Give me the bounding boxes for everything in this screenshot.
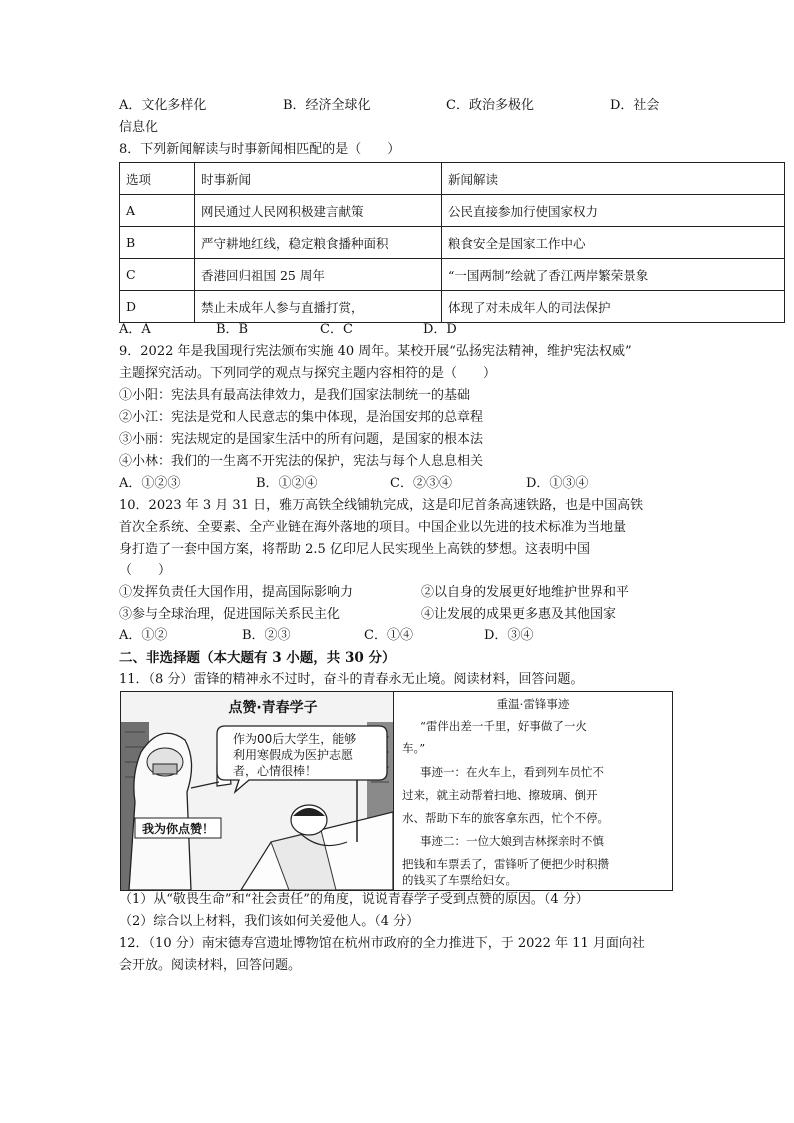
q9-option-a: A．①②③ bbox=[119, 476, 181, 491]
q11-sub2: （2）综合以上材料，我们该如何关爱他人。（4 分） bbox=[119, 914, 420, 929]
table-row bbox=[120, 259, 785, 291]
q12-stem-line1: 12．（10 分）南宋德寿宫遗址博物馆在杭州市政府的全力推进下，于 2022 年 11 月面向社 bbox=[119, 936, 645, 951]
story-line: 事迹二：一位大娘到吉林探亲时不慎 bbox=[420, 834, 604, 848]
story-line: “雷伴出差一千里，好事做了一火 bbox=[420, 719, 587, 733]
q11-stem: 11．（8 分）雷锋的精神永不过时，奋斗的青春永无止境。阅读材料，回答问题。 bbox=[119, 672, 584, 687]
table-row bbox=[120, 291, 785, 323]
table-row bbox=[120, 195, 785, 227]
q9-item-1: ①小阳：宪法具有最高法律效力，是我们国家法制统一的基础 bbox=[119, 388, 471, 403]
q9-stem-line2: 主题探究活动。下列同学的观点与探究主题内容相符的是（ ） bbox=[119, 366, 497, 381]
q8-stem: 8．下列新闻解读与时事新闻相匹配的是（ ） bbox=[119, 142, 401, 157]
q9-item-3: ③小丽：宪法规定的是国家生活中的所有问题，是国家的根本法 bbox=[119, 432, 484, 447]
q9-option-c: C．②③④ bbox=[390, 476, 452, 491]
cartoon-caption: 我为你点赞！ bbox=[141, 822, 215, 836]
cartoon-title: 点赞·青春学子 bbox=[228, 700, 318, 716]
q7-option-d-continued: 信息化 bbox=[119, 120, 159, 135]
q10-item-2: ②以自身的发展更好地维护世界和平 bbox=[421, 585, 630, 600]
table-cell: B bbox=[120, 227, 195, 259]
table-cell: 公民直接参加行使国家权力 bbox=[442, 195, 785, 227]
q10-option-b: B．②③ bbox=[242, 628, 291, 643]
table-header-cell: 选项 bbox=[120, 163, 195, 195]
table-row bbox=[120, 227, 785, 259]
q9-option-b: B．①②④ bbox=[256, 476, 318, 491]
q8-option-c: C．C bbox=[320, 322, 353, 337]
q9-item-4: ④小林：我们的一生离不开宪法的保护，宪法与每个人息息相关 bbox=[119, 454, 484, 469]
cartoon-illustration bbox=[121, 692, 393, 890]
table-header-cell: 新闻解读 bbox=[442, 163, 785, 195]
q9-stem-line1: 9．2022 年是我国现行宪法颁布实施 40 周年。某校开展“弘扬宪法精神，维护宪法权威” bbox=[119, 344, 632, 359]
story-title: 重温·雷锋事迹 bbox=[496, 697, 570, 711]
q10-item-3: ③参与全球治理，促进国际关系民主化 bbox=[119, 607, 341, 622]
q8-option-d: D．D bbox=[423, 322, 457, 337]
q9-item-2: ②小江：宪法是党和人民意志的集中体现，是治国安邦的总章程 bbox=[119, 410, 484, 425]
story-line: 的钱买了车票给妇女。 bbox=[402, 873, 517, 887]
table-cell: 禁止未成年人参与直播打赏， bbox=[195, 291, 442, 323]
q10-stem-line2: 首次全系统、全要素、全产业链在海外落地的项目。中国企业以先进的技术标准为当地量 bbox=[119, 520, 627, 535]
story-line: 事迹一：在火车上，看到列车员忙不 bbox=[420, 765, 604, 779]
q7-option-b: B．经济全球化 bbox=[283, 98, 371, 113]
cartoon-panel bbox=[121, 692, 394, 890]
table-cell: 香港回归祖国 25 周年 bbox=[195, 259, 442, 291]
q10-stem-line1: 10．2023 年 3 月 31 日，雅万高铁全线铺轨完成，这是印尼首条高速铁路，也是中国高铁 bbox=[119, 498, 644, 513]
table-header-row bbox=[120, 163, 785, 195]
q10-option-d: D．③④ bbox=[484, 628, 534, 643]
bubble-line-2: 利用寒假成为医护志愿 bbox=[233, 748, 354, 762]
q9-option-d: D．①③④ bbox=[526, 476, 589, 491]
q7-option-d: D．社会 bbox=[610, 98, 660, 113]
table-cell: A bbox=[120, 195, 195, 227]
story-line: 把钱和车票丢了，雷锋听了便把少时积攒 bbox=[402, 857, 609, 871]
bubble-line-1: 作为00后大学生，能够 bbox=[233, 732, 357, 746]
q7-option-c: C．政治多极化 bbox=[446, 98, 534, 113]
table-cell: 粮食安全是国家工作中心 bbox=[442, 227, 785, 259]
q10-item-1: ①发挥负责任大国作用，提高国际影响力 bbox=[119, 585, 354, 600]
q10-stem-line4: （ ） bbox=[119, 563, 172, 578]
q12-stem-line2: 会开放。阅读材料，回答问题。 bbox=[119, 958, 302, 973]
q10-option-c: C．①④ bbox=[364, 628, 413, 643]
bubble-line-3: 者，心情很棒！ bbox=[233, 764, 318, 778]
q8-option-b: B．B bbox=[216, 322, 249, 337]
q10-stem-line3: 身打造了一套中国方案，将帮助 2.5 亿印尼人民实现坐上高铁的梦想。这表明中国 bbox=[119, 542, 590, 557]
q8-table bbox=[119, 162, 785, 323]
leifeng-story-panel bbox=[394, 692, 672, 890]
table-cell: 严守耕地红线，稳定粮食播种面积 bbox=[195, 227, 442, 259]
table-header-cell: 时事新闻 bbox=[195, 163, 442, 195]
q11-sub1: （1）从“敬畏生命”和“社会责任”的角度，说说青春学子受到点赞的原因。（4 分） bbox=[119, 892, 589, 907]
table-cell: D bbox=[120, 291, 195, 323]
q10-option-a: A．①② bbox=[119, 628, 168, 643]
story-line: 过来，就主动帮着扫地、擦玻璃、倒开 bbox=[402, 788, 598, 802]
section-heading: 二、非选择题（本大题有 3 小题，共 30 分） bbox=[119, 650, 396, 666]
table-cell: 网民通过人民网积极建言献策 bbox=[195, 195, 442, 227]
table-cell: C bbox=[120, 259, 195, 291]
q11-material-box bbox=[120, 691, 673, 891]
story-line: 车。” bbox=[402, 741, 426, 755]
table-cell: “一国两制”绘就了香江两岸繁荣景象 bbox=[442, 259, 785, 291]
q10-item-4: ④让发展的成果更多惠及其他国家 bbox=[421, 607, 617, 622]
table-cell: 体现了对未成年人的司法保护 bbox=[442, 291, 785, 323]
story-line: 水、帮助下车的旅客拿东西，忙个不停。 bbox=[402, 811, 609, 825]
q7-option-a: A．文化多样化 bbox=[119, 98, 207, 113]
q8-option-a: A．A bbox=[119, 322, 151, 337]
